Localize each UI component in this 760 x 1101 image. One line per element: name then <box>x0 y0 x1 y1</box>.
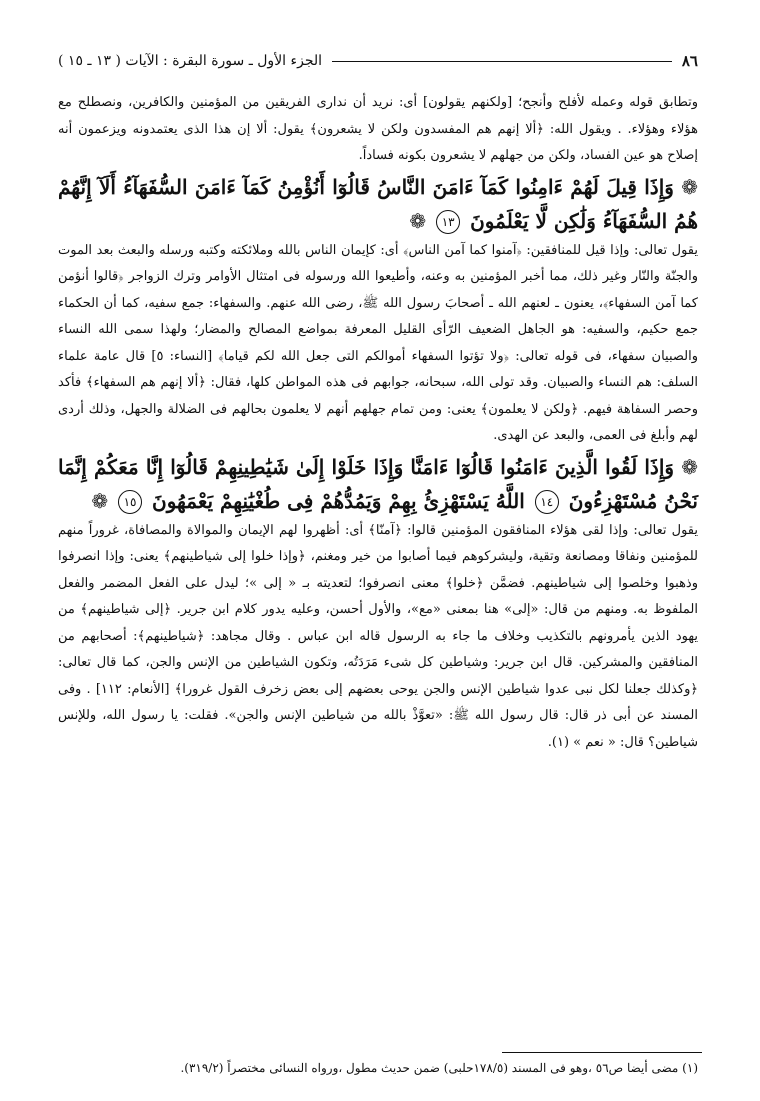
paragraph-3: يقول تعالى: وإذا لقى هؤلاء المنافقون المؤمنين قالوا: ﴿آمنّا﴾ أى: أظهروا لهم الإيمان والموالاة والمصافاة، غروراً منهم للمؤمنين ونفاقا ومصانعة وتقية، وليشركوهم فيما أصابوا من خير ومغنم، ﴿وإذا خلوا إلى شياطينهم﴾ يعنى: وإذا انصرفوا وذهبوا وخلصوا إلى شياطينهم. فضمَّن ﴿خلوا﴾ معنى انصرفوا؛ لتعديته بـ « إلى »؛ ليدل على الفعل المضمر والفعل الملفوظ به. ومنهم من قال: «إلى» هنا بمعنى «مع»، والأول أحسن، وعليه يدور كلام ابن جرير. ﴿إلى شياطينهم﴾ من يهود الذين يأمرونهم بالتكذيب وخلاف ما جاء به الرسول قاله ابن عباس . وقال مجاهد: ﴿شياطينهم﴾: أصحابهم من المنافقين والمشركين. قال ابن جرير: وشياطين كل شىء مَرَدَتُه، وتكون الشياطين من الإنس والجن، كما قال تعالى: ﴿وكذلك جعلنا لكل نبى عدوا شياطين الإنس والجن يوحى بعضهم إلى بعض زخرف القول غرورا﴾ [الأنعام: ١١٢] . وفى المسند عن أبى ذر قال: قال رسول الله ﷺ: «تعوَّذْ بالله من شياطين الإنس والجن». فقلت: يا رسول الله، وللإنس شياطين؟ قال: « نعم » (١). <box>58 522 699 750</box>
chapter-title: الجزء الأول ـ سورة البقرة : الآيات ( ١٣ ـ ١٥ ) <box>58 53 323 69</box>
verse-number-15: ١٥ <box>118 490 142 514</box>
footnote: (١) مضى أيضا ص٥٦ ،وهو فى المسند (١٧٨/٥حلبى) ضمن حديث مطول ،ورواه النسائى مختصراً (٣١٩/٢). <box>180 1061 698 1075</box>
verse-14-text: وَإِذَا لَقُوا الَّذِينَ ءَامَنُوا قَالُوٓا ءَامَنَّا وَإِذَا خَلَوْا إِلَىٰ شَيَٰطِينِهِمْ قَالُوٓا إِنَّا مَعَكُمْ إِنَّمَا نَحْنُ مُسْتَهْزِءُونَ <box>58 454 698 513</box>
ornament-icon: ❁ <box>91 488 109 513</box>
running-header <box>58 48 698 74</box>
ornament-icon: ❁ <box>681 454 699 479</box>
page-number: ٨٦ <box>681 52 698 70</box>
paragraph-2: يقول تعالى: وإذا قيل للمنافقين: ﴿آمنوا كما آمن الناس﴾ أى: كإيمان الناس بالله وملائكته وكتبه ورسله والبعث بعد الموت والجنّة والنّار وغير ذلك، مما أخبر المؤمنين به وعنه، وأطيعوا الله ورسوله فى امتثال الأوامر وترك الزواجر ﴿قالوا أنؤمن كما آمن السفهاء﴾، يعنون ـ لعنهم الله ـ أصحابَ رسول الله ﷺ، رضى الله عنهم. والسفهاء: جمع سفيه، كما أن الحكماء جمع حكيم، والسفيه: هو الجاهل الضعيف الرّأى القليل المعرفة بمواضع المصالح والمضار؛ ولهذا سمى الله النساء والصبيان سفهاء، فى قوله تعالى: ﴿ولا تؤتوا السفهاء أموالكم التى جعل الله لكم قياما﴾ [النساء: ٥] قال عامة علماء السلف: هم النساء والصبيان. وقد تولى الله، سبحانه، جوابهم فى هذه المواطن كلها، فقال: ﴿ألا إنهم هم السفهاء﴾ فأكد وحصر السفاهة فيهم. ﴿ولكن لا يعلمون﴾ يعنى: ومن تمام جهلهم أنهم لا يعلمون بحالهم فى الضلالة والجهل، وذلك أردى لهم وأبلغ فى العمى، والبعد عن الهدى. <box>58 242 698 443</box>
verse-14-15-block <box>58 450 698 518</box>
ornament-icon: ❁ <box>409 208 427 233</box>
verse-number-13: ١٣ <box>436 210 460 234</box>
footnote-divider <box>502 1052 702 1053</box>
paragraph-1: وتطابق قوله وعمله لأفلح وأنجح؛ [ولكنهم يقولون] أى: نريد أن ندارى الفريقين من المؤمنين والكافرين، ونصطلح مع هؤلاء وهؤلاء. . ويقول الله: ﴿ألا إنهم هم المفسدون ولكن لا يشعرون﴾ يقول: ألا إن هذا الذى يعتمدونه ويزعمون أنه إصلاح هو عين الفساد، ولكن من جهلهم لا يشعرون بكونه فساداً. <box>58 95 698 163</box>
verse-number-14: ١٤ <box>535 490 559 514</box>
verse-13-text: وَإِذَا قِيلَ لَهُمْ ءَامِنُوا كَمَآ ءَامَنَ النَّاسُ قَالُوٓا أَنُؤْمِنُ كَمَآ ءَامَنَ السُّفَهَآءُ أَلَآ إِنَّهُمْ هُمُ السُّفَهَآءُ وَلَٰكِن لَّا يَعْلَمُونَ <box>58 174 698 233</box>
ornament-icon: ❁ <box>681 174 698 199</box>
verse-15-text: اللَّهُ يَسْتَهْزِئُ بِهِمْ وَيَمُدُّهُمْ فِى طُغْيَٰنِهِمْ يَعْمَهُونَ <box>152 488 525 513</box>
header-rule <box>332 61 672 62</box>
page-body <box>58 90 698 756</box>
verse-13-block <box>58 170 698 238</box>
